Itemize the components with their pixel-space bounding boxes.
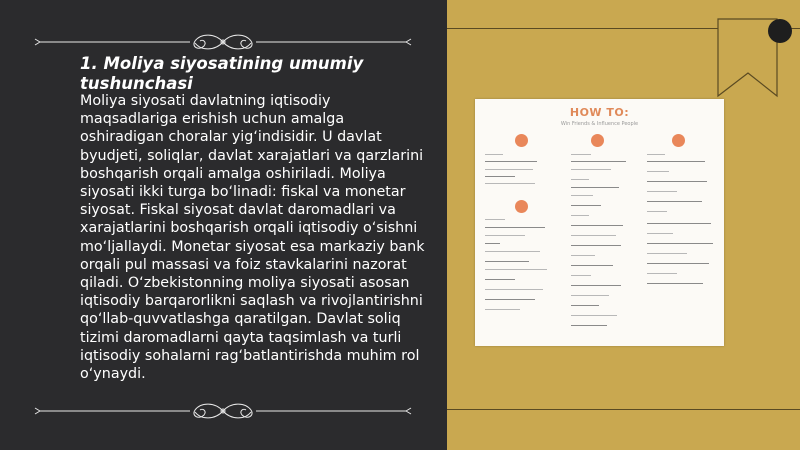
infographic-marker <box>672 134 685 147</box>
infographic-marker <box>515 134 528 147</box>
infographic-marker <box>591 134 604 147</box>
infographic-subtitle: Win Friends & Influence People <box>560 121 639 127</box>
bookmark-ribbon-icon <box>717 18 797 98</box>
divider-line <box>447 409 800 410</box>
infographic-marker <box>515 200 528 213</box>
infographic-image <box>475 99 724 346</box>
ornament-divider-icon <box>0 32 447 52</box>
infographic-title: HOW TO: <box>569 106 630 119</box>
slide-title: 1. Moliya siyosatining umumiy tushunchasi <box>80 54 364 93</box>
ornament-divider-icon <box>0 401 447 421</box>
slide-body-text: Moliya siyosati davlatning iqtisodiy maqsadlariga erishish uchun amalga oshiradigan choralar yig‘indisidir. U davlat byudjeti, soliqlar, davlat xarajatlari va qarzlarini boshqarish orqali amalga oshiriladi. Moliya siyosati ikki turga bo‘linadi: fiskal va monetar siyosat. Fiskal siyosat davlat daromadlari va xarajatlarini boshqarish orqali iqtisodiy o‘sishni mo‘ljallaydi. Monetar siyosat esa markaziy bank orqali pul massasi va foiz stavkalarini nazorat qiladi. O‘zbekistonning moliya siyosati asosan iqtisodiy barqarorlikni saqlash va rivojlantirishni qo‘llab-quvvatlashga qaratilgan. Davlat soliq tizimi daromadlarni qayta taqsimlash va turli iqtisodiy sohalarni rag‘batlantirishda muhim rol o‘ynaydi. <box>80 93 425 383</box>
